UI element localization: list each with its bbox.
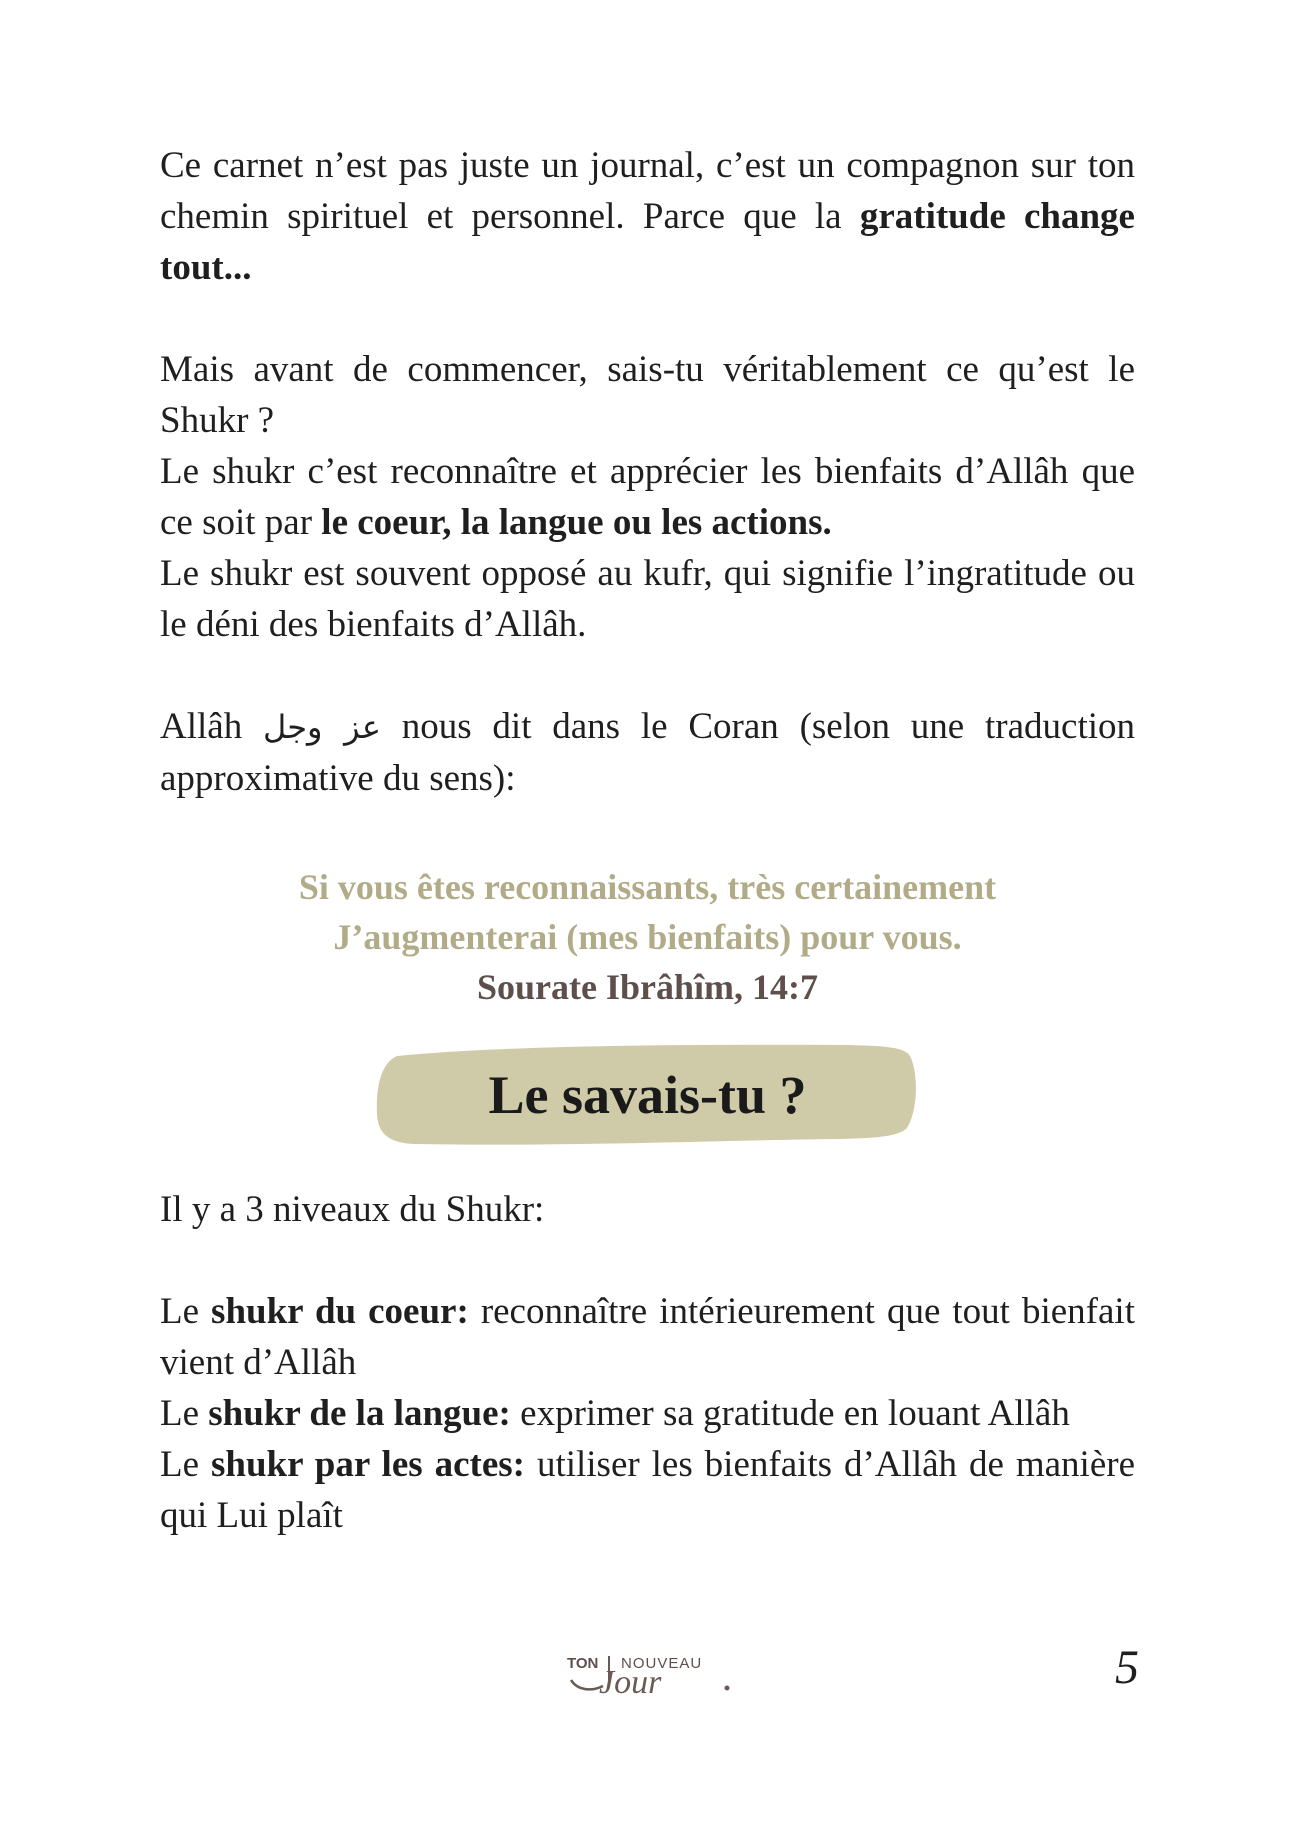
- logo-script: Jour: [599, 1664, 662, 1701]
- intro-paragraph: [160, 140, 1135, 293]
- brand-logo: [563, 1646, 738, 1706]
- page-number: 5: [1115, 1641, 1139, 1694]
- level-prefix: Le: [160, 1393, 209, 1434]
- intro-text: Ce carnet n’est pas juste un journal, c’est un compagnon sur ton chemin spirituel et personnel. Parce que la: [160, 145, 1135, 237]
- coran-intro-after: nous dit dans le Coran (selon une traduction approximative du sens):: [160, 706, 1136, 799]
- page-content: [160, 140, 1135, 1541]
- level-name-heart: shukr du coeur:: [211, 1291, 469, 1332]
- level-name-acts: shukr par les actes:: [210, 1444, 525, 1485]
- verse-quote: [160, 862, 1135, 1012]
- shukr-definition-text: Le shukr c’est reconnaître et apprécier les bienfaits d’Allâh que ce soit par: [160, 451, 1135, 543]
- logo-nouveau: NOUVEAU: [621, 1655, 703, 1672]
- levels-intro: [160, 1184, 1135, 1235]
- level-desc-acts: utiliser les bienfaits d’Allâh de manière qui Lui plaît: [160, 1444, 1135, 1536]
- verse-line-2: J’augmenterai (mes bienfaits) pour vous.: [333, 917, 962, 957]
- callout-title: Le savais-tu ?: [488, 1065, 807, 1125]
- shukr-definition-bold: le coeur, la langue ou les actions.: [321, 502, 832, 543]
- shukr-opposite-text: Le shukr est souvent opposé au kufr, qui signifie l’ingratitude ou le déni des bienfaits d’Allâh.: [160, 553, 1135, 645]
- shukr-opposite: [160, 548, 1135, 650]
- verse-line-1: Si vous êtes reconnaissants, très certainement: [298, 867, 997, 907]
- shukr-question: [160, 344, 1135, 446]
- arabic-honorific: عز وجل: [263, 708, 381, 746]
- level-prefix: Le: [160, 1444, 211, 1485]
- level-item: [160, 1388, 1135, 1439]
- logo-ton: TON: [567, 1655, 599, 1672]
- level-prefix: Le: [160, 1291, 212, 1332]
- shukr-definition: [160, 446, 1135, 548]
- levels-intro-text: Il y a 3 niveaux du Shukr:: [160, 1189, 545, 1230]
- level-item: [160, 1439, 1135, 1541]
- level-item: [160, 1286, 1135, 1388]
- level-desc-tongue: exprimer sa gratitude en louant Allâh: [510, 1393, 1070, 1434]
- level-name-tongue: shukr de la langue:: [208, 1393, 511, 1434]
- intro-bold: gratitude change tout...: [160, 196, 1135, 288]
- coran-intro-before: Allâh: [160, 706, 263, 747]
- coran-intro: [160, 701, 1135, 804]
- shukr-question-text: Mais avant de commencer, sais-tu véritablement ce qu’est le Shukr ?: [160, 349, 1135, 441]
- level-desc-heart: reconnaître intérieurement que tout bienfait vient d’Allâh: [160, 1291, 1135, 1383]
- callout-box: [375, 1042, 920, 1148]
- verse-source: Sourate Ibrâhîm, 14:7: [477, 967, 818, 1007]
